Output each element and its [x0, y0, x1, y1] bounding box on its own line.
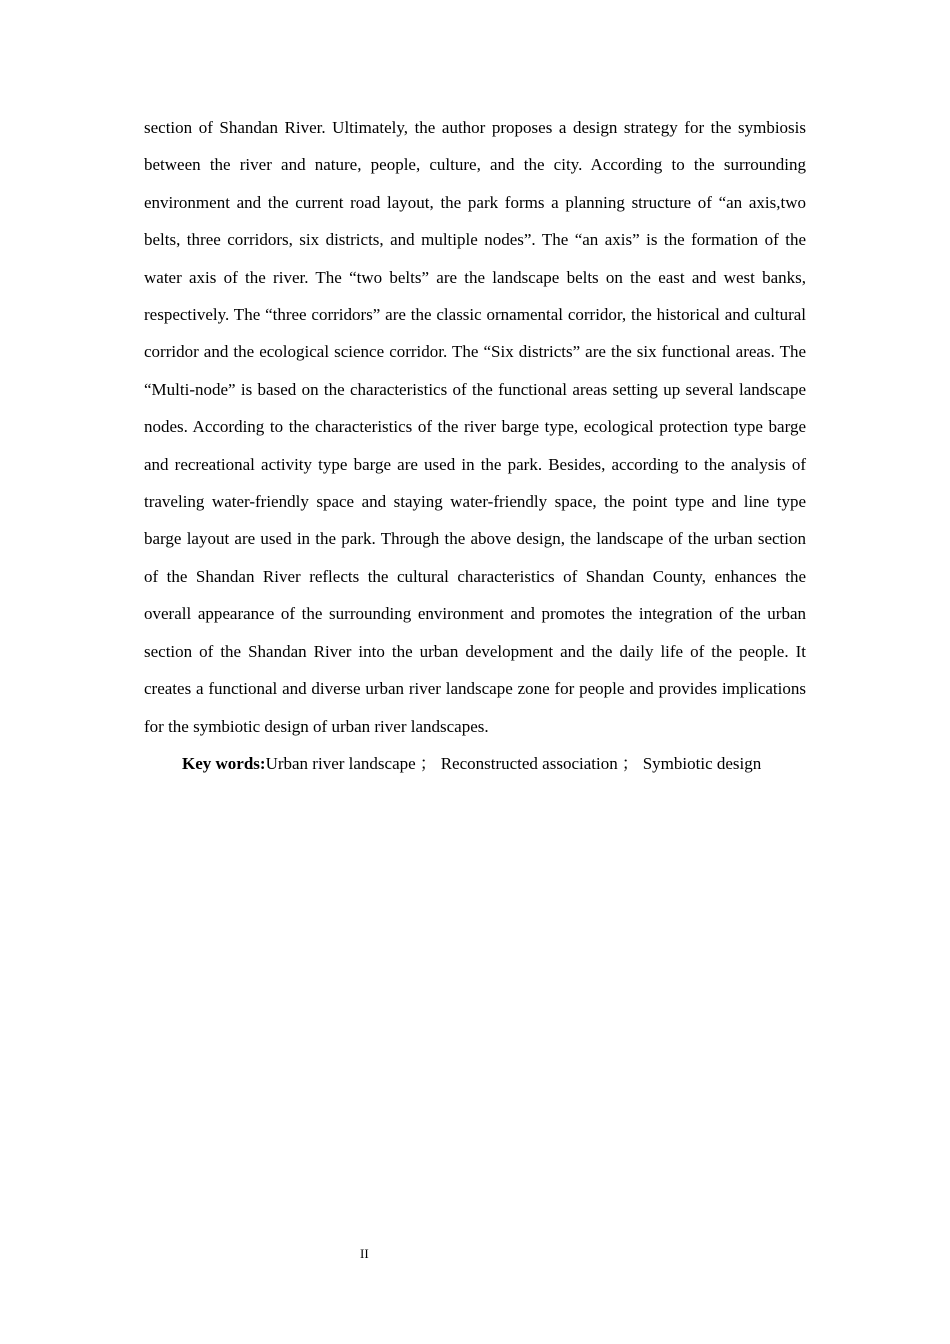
keyword-item: Symbiotic design [642, 753, 762, 773]
keyword-item: Reconstructed association [440, 753, 618, 773]
keywords-label: Key words: [182, 753, 266, 773]
abstract-paragraph: section of Shandan River. Ultimately, the author proposes a design strategy for the symbiosis between the river and nature, people, culture, and the city. According to the surrounding environment and the current road layout, the park forms a planning structure of “an axis,two belts, three corridors, six districts, and multiple nodes”. The “an axis” is the formation of the water axis of the river. The “two belts” are the landscape belts on the east and west banks, respectively. The “three corridors” are the classic ornamental corridor, the historical and cultural corridor and the ecological science corridor. The “Six districts” are the six functional areas. The “Multi-node” is based on the characteristics of the functional areas setting up several landscape nodes. According to the characteristics of the river barge type, ecological protection type barge and recreational activity type barge are used in the park. Besides, according to the analysis of traveling water-friendly space and staying water-friendly space, the point type and line type barge layout are used in the park. Through the above design, the landscape of the urban section of the Shandan River reflects the cultural characteristics of Shandan County, enhances the overall appearance of the surrounding environment and promotes the integration of the urban section of the Shandan River into the urban development and the daily life of the people. It creates a functional and diverse urban river landscape zone for people and provides implications for the symbiotic design of urban river landscapes. [144, 118, 806, 736]
keyword-item: Urban river landscape [265, 753, 416, 773]
keyword-separator: ； [419, 753, 437, 773]
keyword-separator: ； [621, 753, 639, 773]
abstract-body [144, 109, 806, 782]
keywords-line [144, 745, 806, 782]
page-number: II [360, 1246, 369, 1261]
